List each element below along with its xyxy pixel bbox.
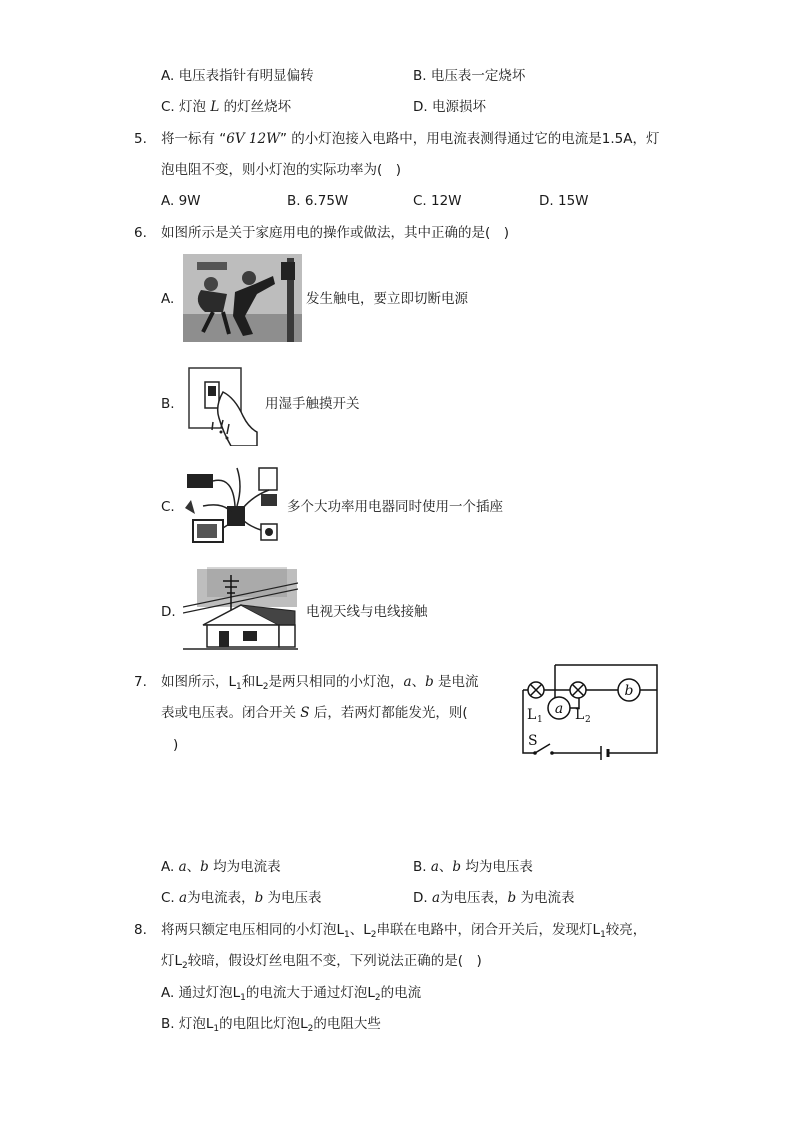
q7-stem-line3: ): [173, 737, 179, 753]
q7-circuit-diagram: [495, 660, 665, 760]
q7-option-c: C. a为电流表，b 为电压表: [161, 890, 322, 906]
q5-stem-line2: 泡电阻不变，则小灯泡的实际功率为( ): [161, 162, 402, 178]
q5-option-c: C. 12W: [413, 193, 462, 209]
q6-option-d-label: D.: [161, 604, 176, 620]
q6-option-d-text: 电视天线与电线接触: [306, 604, 428, 620]
tv-antenna-wire-picture: [183, 567, 298, 651]
wet-hand-switch-picture: [183, 362, 263, 446]
q7-number: 7.: [134, 674, 147, 690]
meter-b-label: b: [624, 683, 634, 699]
q6-option-a-text: 发生触电，要立即切断电源: [306, 291, 468, 307]
q7-option-d: D. a为电压表，b 为电流表: [413, 890, 575, 906]
q6-stem: 如图所示是关于家庭用电的操作或做法，其中正确的是( ): [161, 225, 510, 241]
q5-option-a: A. 9W: [161, 193, 201, 209]
lamp-l1-label: L: [527, 707, 537, 723]
q8-stem-line1: 将两只额定电压相同的小灯泡$L_1$、$L_2$串联在电路中，闭合开关后，发现灯$L_1$较亮，: [161, 922, 647, 940]
lamp-l2-label: L: [575, 707, 585, 723]
q7-stem-line2: 表或电压表。闭合开关 S 后，若两灯都能发光，则(: [161, 705, 468, 721]
q4-option-a: A. 电压表指针有明显偏转: [161, 68, 314, 84]
q5-stem-line1: 将一标有 “6V 12W” 的小灯泡接入电路中，用电流表测得通过它的电流是1.5A，灯: [161, 131, 660, 147]
q8-option-a: A. 通过灯泡$L_1$的电流大于通过灯泡$L_2$的电流: [161, 985, 422, 1003]
q6-option-c-label: C.: [161, 499, 175, 515]
q8-number: 8.: [134, 922, 147, 938]
q8-option-b: B. 灯泡$L_1$的电阻比灯泡$L_2$的电阻大些: [161, 1016, 381, 1034]
q6-number: 6.: [134, 225, 147, 241]
q6-option-c-text: 多个大功率用电器同时使用一个插座: [287, 499, 503, 515]
electric-shock-rescue-picture: [183, 254, 302, 342]
overloaded-socket-picture: [183, 466, 283, 550]
q7-stem-line1: 如图所示，$L_1$和$L_2$是两只相同的小灯泡，a、b 是电流: [161, 674, 479, 692]
q8-stem-line2: 灯$L_2$较暗，假设灯丝电阻不变，下列说法正确的是( ): [161, 953, 482, 971]
q4-option-b: B. 电压表一定烧坏: [413, 68, 526, 84]
q5-option-d: D. 15W: [539, 193, 589, 209]
q6-option-b-text: 用湿手触摸开关: [265, 396, 360, 412]
lamp-l2-subscript: 2: [585, 715, 591, 725]
q4-option-d: D. 电源损坏: [413, 99, 486, 115]
q7-option-b: B. a、b 均为电压表: [413, 859, 533, 875]
q4-option-c: C. 灯泡 L 的灯丝烧坏: [161, 99, 292, 115]
q5-option-b: B. 6.75W: [287, 193, 349, 209]
q7-option-a: A. a、b 均为电流表: [161, 859, 281, 875]
q6-option-a-label: A.: [161, 291, 175, 307]
meter-a-label: a: [554, 701, 564, 717]
switch-s-label: S: [528, 733, 538, 749]
q6-option-b-label: B.: [161, 396, 175, 412]
q5-number: 5.: [134, 131, 147, 147]
lamp-l1-subscript: 1: [537, 715, 543, 725]
